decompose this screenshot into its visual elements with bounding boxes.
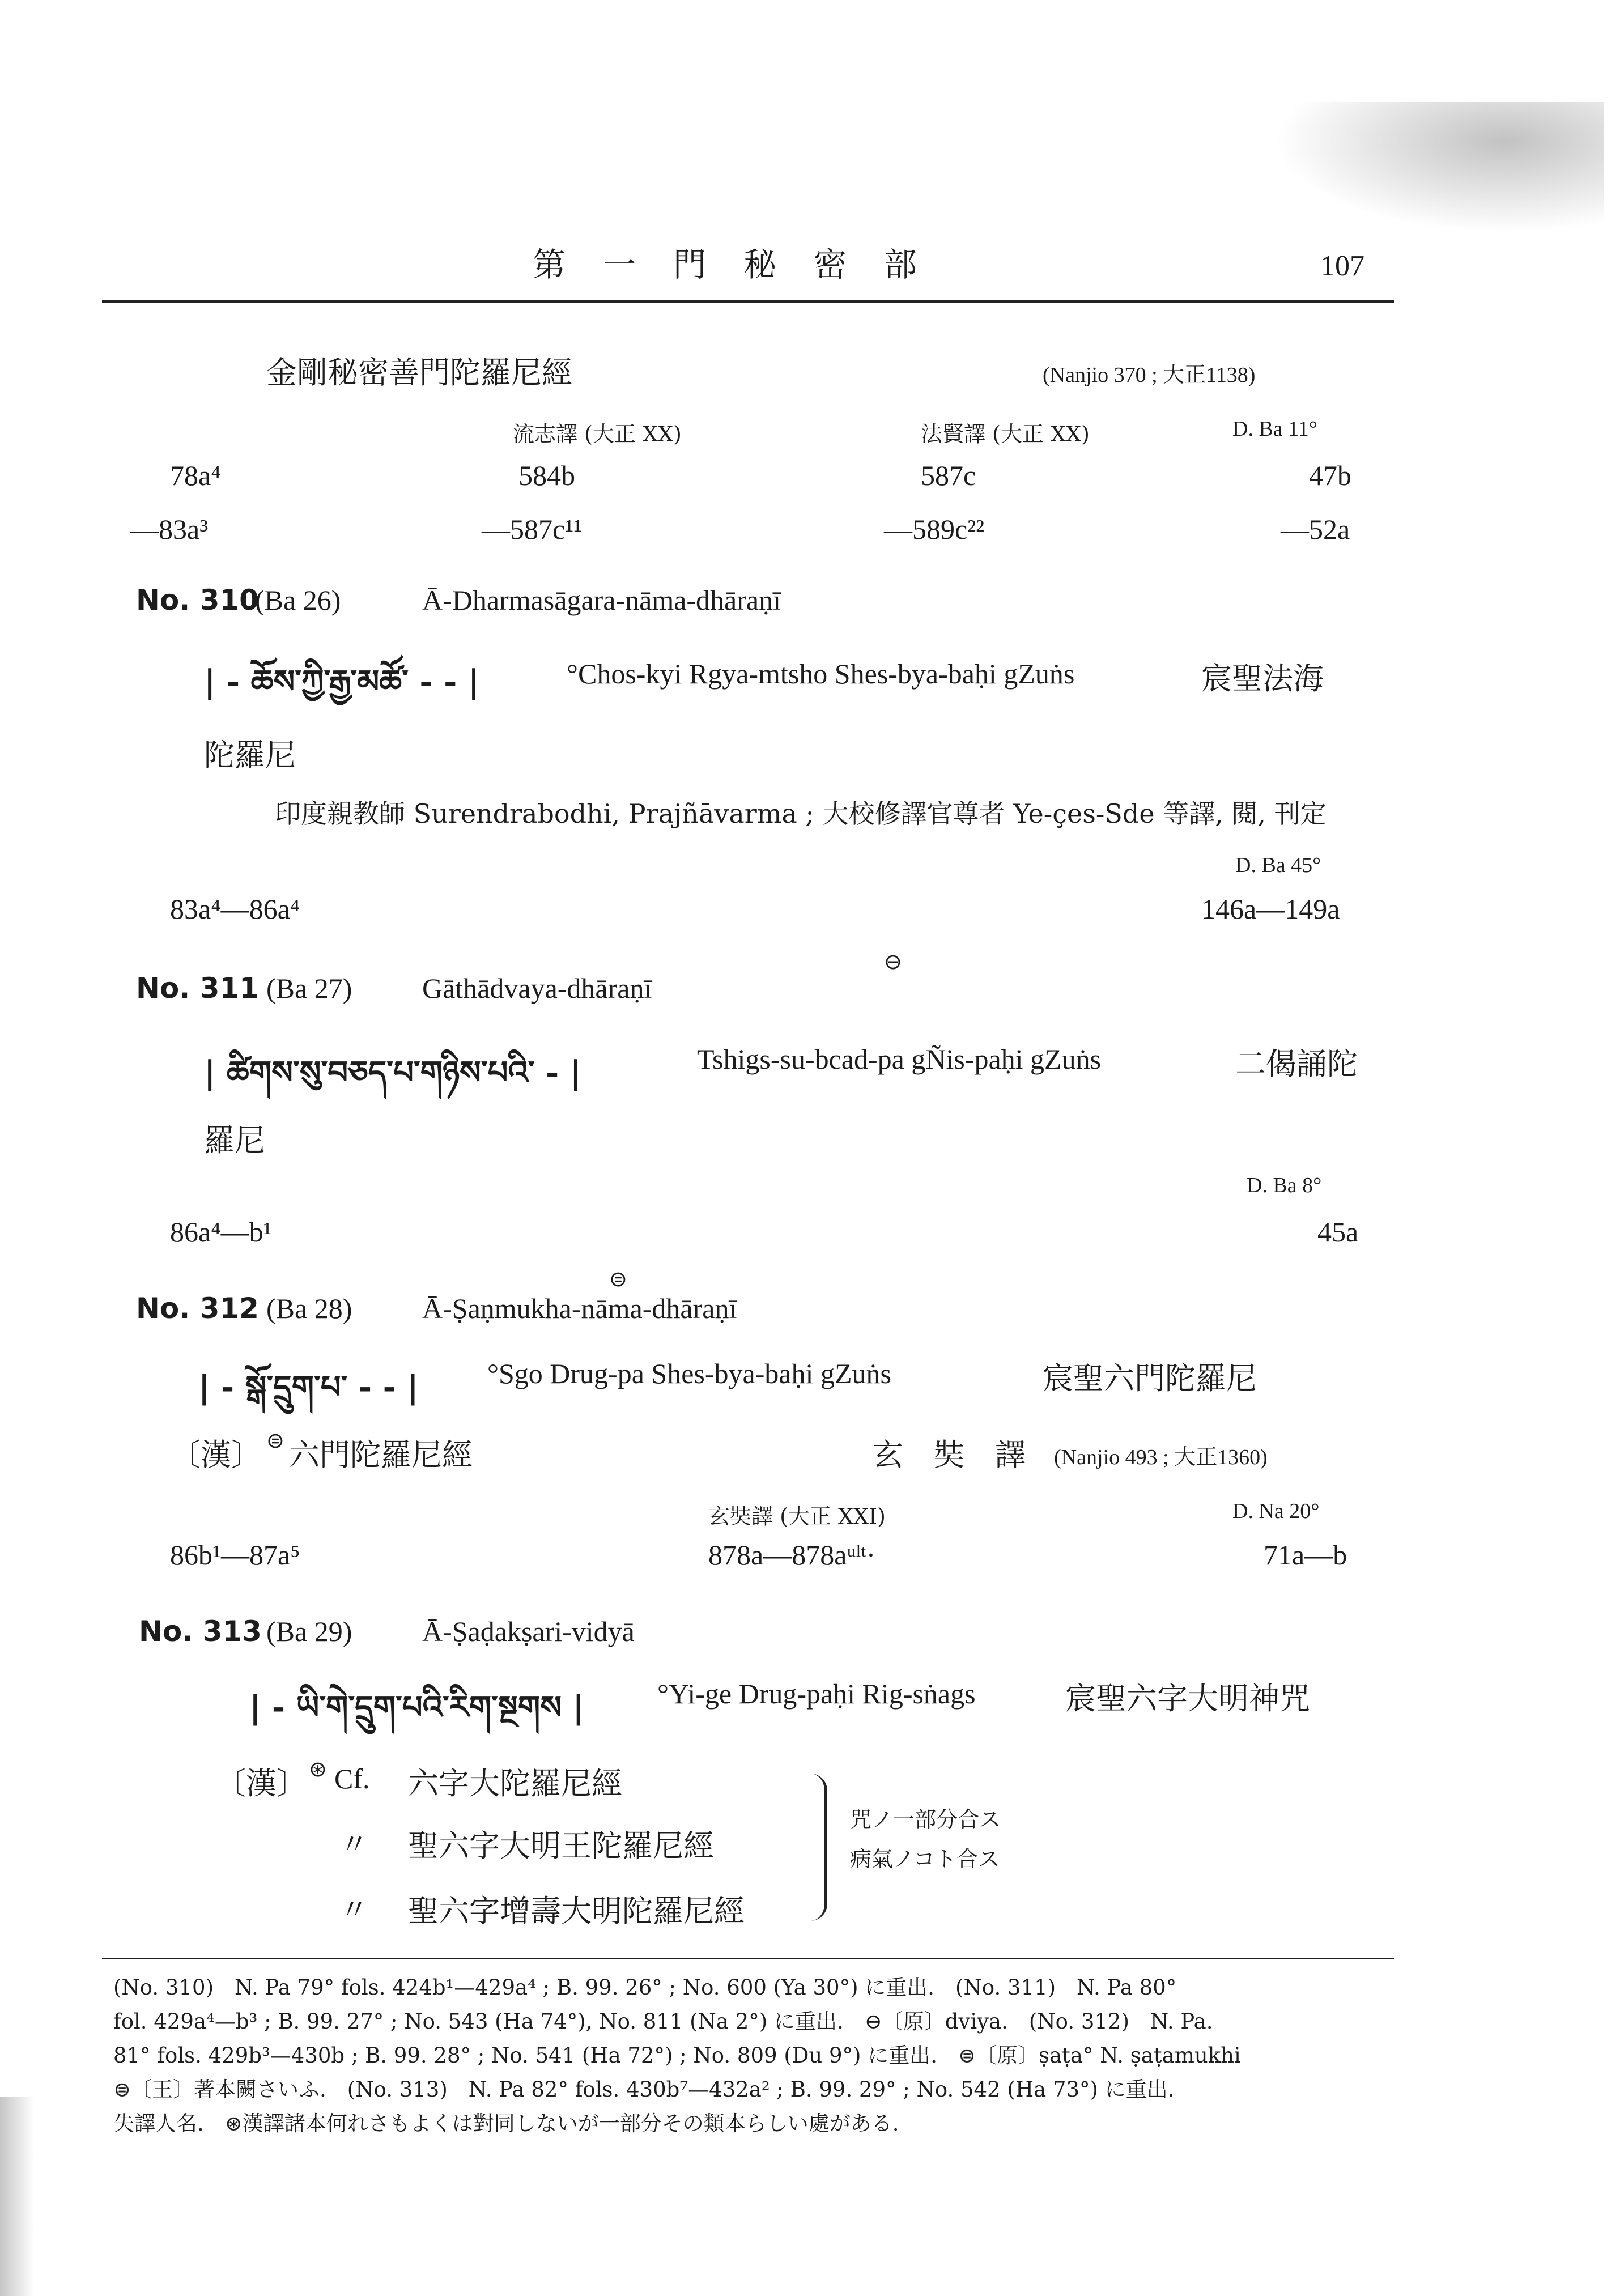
ditto-mark: 〃 xyxy=(340,1893,368,1926)
footnote-line: 失譯人名. ⊛漢譯諸本何れさもよくは對同しないが一部分その類本らしい處がある. xyxy=(113,2111,899,2136)
related-sutra: 聖六字大明王陀羅尼經 xyxy=(408,1828,714,1864)
cell: —589c²² xyxy=(884,513,985,545)
entry-ref: (Nanjio 493 ; 大正1360) xyxy=(1054,1445,1268,1469)
footnote-line: fol. 429a⁴—b³ ; B. 99. 27° ; No. 543 (Ha 74°), No. 811 (Na 2°) に重出. ⊖〔原〕dviya. (No. 312) N. Pa. xyxy=(113,2009,1213,2034)
entry-sanskrit-title: Ā-Ṣaṇmukha-nāma-dhāraṇī xyxy=(422,1292,737,1324)
note-mark: ⊜ xyxy=(609,1268,627,1291)
tibetan-transliteration: °Sgo Drug-pa Shes-bya-baḥi gZuṅs xyxy=(487,1358,891,1389)
related-sutra: 聖六字增壽大明陀羅尼經 xyxy=(408,1893,745,1929)
entry-number: No. 313 xyxy=(139,1615,262,1648)
entry-ba: (Ba 26) xyxy=(255,584,341,616)
ditto-mark: 〃 xyxy=(340,1828,368,1861)
han-title: 六門陀羅尼經 xyxy=(289,1437,473,1473)
col-header-1: 流志譯 (大正 XX) xyxy=(513,422,682,447)
entry-ba: (Ba 29) xyxy=(266,1615,352,1647)
entry-ba: (Ba 28) xyxy=(266,1292,352,1324)
related-note: 病氣ノコト合ス xyxy=(850,1847,1000,1872)
col-header-3: D. Ba 11° xyxy=(1232,417,1317,441)
folio-right: 146a—149a xyxy=(1201,893,1340,925)
grouping-brace xyxy=(802,1774,827,1921)
cell: 47b xyxy=(1309,460,1351,491)
note-mark: ⊖ xyxy=(884,950,902,974)
tibetan-title: | - ཆོས་ཀྱི་རྒྱ་མཚོ་ - - | xyxy=(204,663,480,700)
chinese-title-cont: 陀羅尼 xyxy=(204,737,296,773)
cell: —587c¹¹ xyxy=(482,513,583,545)
scan-noise xyxy=(1275,102,1604,232)
footnote-line: (No. 310) N. Pa 79° fols. 424b¹—429a⁴ ; B. 99. 26° ; No. 600 (Ya 30°) に重出. (No. 311) N. Pa 80° xyxy=(113,1975,1177,2000)
translators: 印度親教師 Surendrabodhi, Prajñāvarma ; 大校修譯官尊者 Ye-çes-Sde 等譯, 閱, 刊定 xyxy=(275,798,1327,829)
entry-number: No. 311 xyxy=(136,972,259,1005)
tibetan-title: | - སྒོ་དྲུག་པ་ - - | xyxy=(198,1368,419,1406)
han-label: 〔漢〕 xyxy=(170,1437,262,1473)
cell: 78a⁴ xyxy=(170,460,221,491)
footnote-rule xyxy=(102,1958,1394,1959)
related-sutra: 六字大陀羅尼經 xyxy=(408,1766,622,1801)
tibetan-transliteration: °Yi-ge Drug-paḥi Rig-sṅags xyxy=(657,1678,976,1710)
tibetan-transliteration: Tshigs-su-bcad-pa gÑis-paḥi gZuṅs xyxy=(697,1043,1102,1075)
header-rule xyxy=(102,300,1394,303)
chinese-title: 宸聖六門陀羅尼 xyxy=(1043,1360,1257,1396)
cell: —83a³ xyxy=(130,513,209,545)
cell: 587c xyxy=(921,460,976,491)
tibetan-transliteration: °Chos-kyi Rgya-mtsho Shes-bya-baḥi gZuṅs xyxy=(567,658,1075,690)
chinese-title: 二偈誦陀 xyxy=(1235,1046,1358,1082)
tibetan-title: | - ཡི་གེ་དྲུག་པའི་རིག་སྔགས | xyxy=(249,1689,584,1726)
page-header-title: 第 一 門 秘 密 部 xyxy=(533,245,920,284)
cell: 878a—878aᵘˡᵗ· xyxy=(708,1539,876,1571)
folio-right: 45a xyxy=(1317,1216,1359,1248)
entry-number: No. 312 xyxy=(136,1292,259,1325)
entry-sanskrit-title: Ā-Ṣaḍakṣari-vidyā xyxy=(422,1615,635,1647)
footnote-line: 81° fols. 429b³—430b ; B. 99. 28° ; No. 541 (Ha 72°) ; No. 809 (Du 9°) に重出. ⊜〔原〕ṣaṭa° N. ṣaṭamukhi xyxy=(113,2043,1241,2068)
d-ref: D. Ba 45° xyxy=(1235,853,1321,877)
scan-edge-shadow xyxy=(0,2097,34,2296)
col-header-2: D. Na 20° xyxy=(1232,1499,1320,1523)
han-label: 〔漢〕 xyxy=(215,1766,307,1801)
col-header-1: 玄奘譯 (大正 XXI) xyxy=(708,1504,886,1529)
note-mark: ⊜ xyxy=(266,1429,284,1453)
cell: 86b¹—87a⁵ xyxy=(170,1539,300,1571)
cell: —52a xyxy=(1281,513,1350,545)
entry-ba: (Ba 27) xyxy=(266,972,352,1004)
chinese-title: 宸聖六字大明神咒 xyxy=(1065,1681,1310,1716)
note-mark: ⊛ xyxy=(309,1758,327,1781)
d-ref: D. Ba 8° xyxy=(1247,1173,1322,1197)
entry-sanskrit-title: Gāthādvaya-dhāraṇī xyxy=(422,972,652,1004)
chinese-title: 宸聖法海 xyxy=(1201,661,1324,696)
entry-ref: (Nanjio 370 ; 大正1138) xyxy=(1043,363,1256,387)
col-header-2: 法賢譯 (大正 XX) xyxy=(921,422,1090,447)
chinese-title-cont: 羅尼 xyxy=(204,1123,265,1158)
tibetan-title: | ཚིགས་སུ་བཅད་པ་གཉིས་པའི་ - | xyxy=(204,1054,582,1091)
entry-number: No. 310 xyxy=(136,584,259,616)
cell: 71a—b xyxy=(1264,1539,1347,1571)
cell: 584b xyxy=(518,460,575,491)
related-note: 咒ノ一部分合ス xyxy=(850,1807,1001,1832)
entry-title: 金剛秘密善門陀羅尼經 xyxy=(266,355,572,390)
translator: 玄 奘 譯 xyxy=(873,1437,1026,1473)
cf-label: Cf. xyxy=(334,1763,370,1795)
folio-left: 83a⁴—86a⁴ xyxy=(170,893,300,925)
folio-left: 86a⁴—b¹ xyxy=(170,1216,272,1248)
footnote-line: ⊜〔王〕著本闕さいふ. (No. 313) N. Pa 82° fols. 430b⁷—432a² ; B. 99. 29° ; No. 542 (Ha 73°) に重出. xyxy=(113,2077,1175,2102)
page-number: 107 xyxy=(1320,250,1364,282)
entry-sanskrit-title: Ā-Dharmasāgara-nāma-dhāraṇī xyxy=(422,584,781,616)
